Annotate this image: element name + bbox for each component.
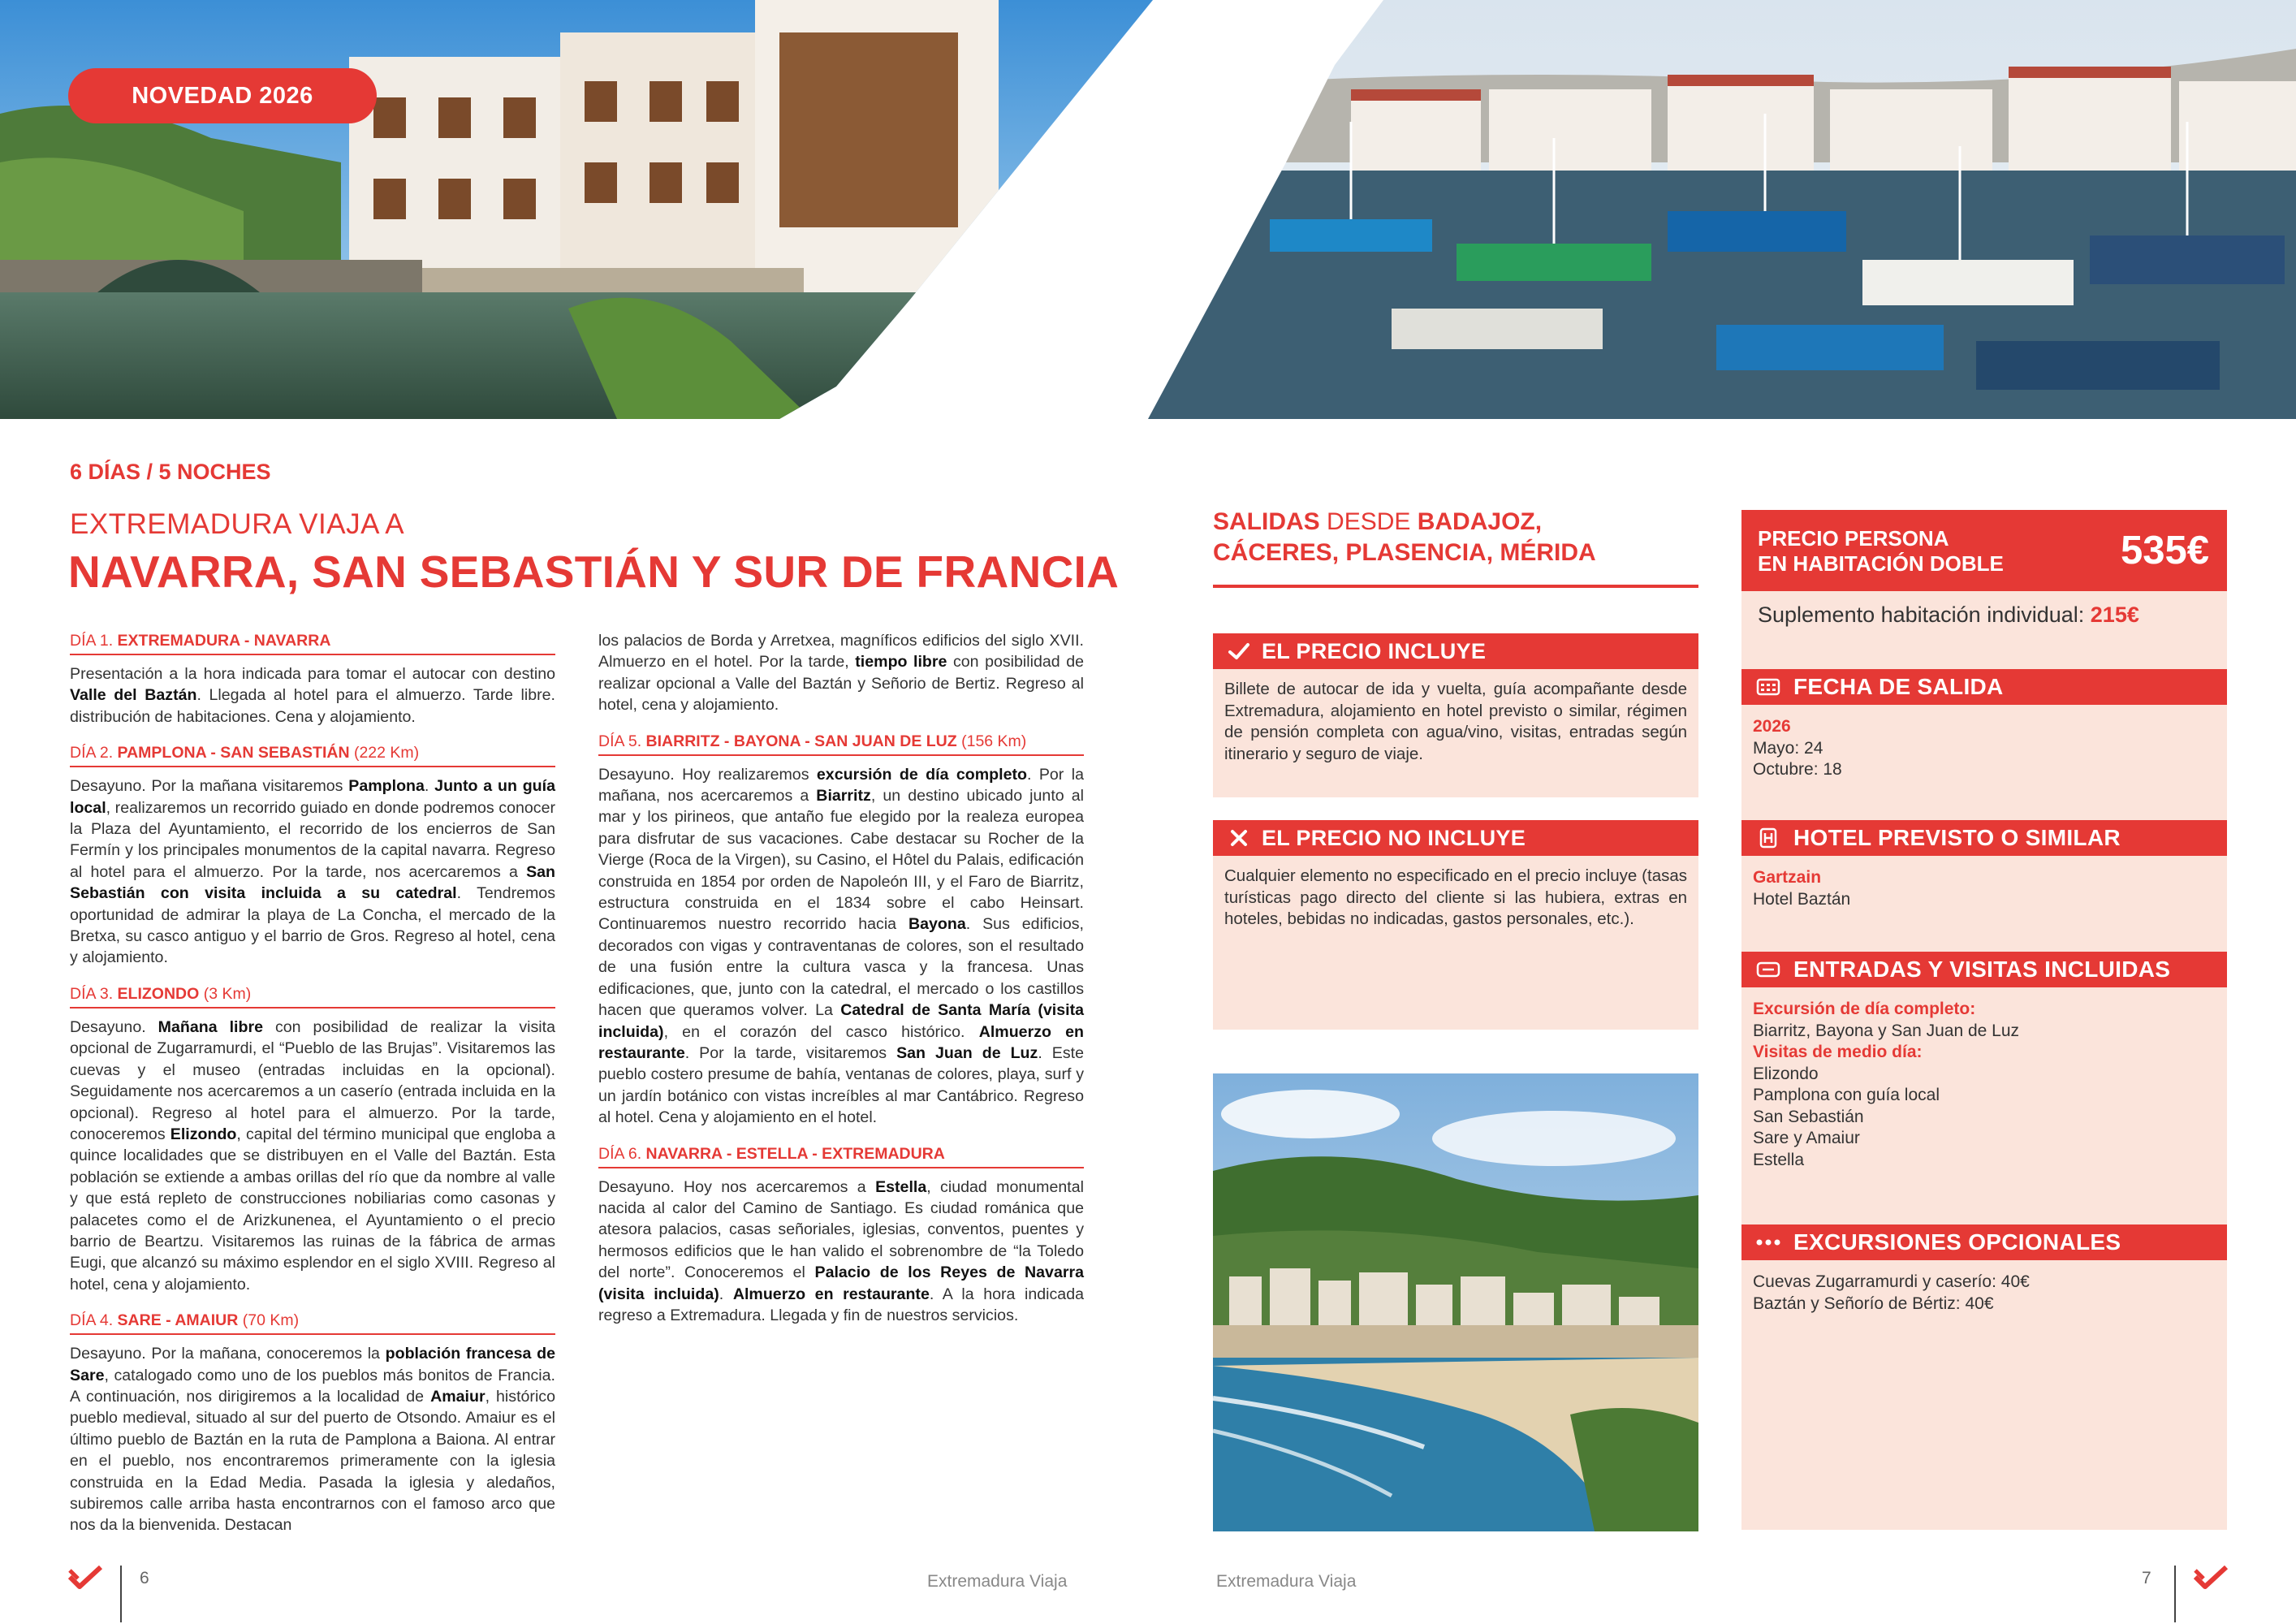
price-excludes-header xyxy=(1213,820,1698,856)
trip-subtitle: EXTREMADURA VIAJA A xyxy=(70,508,405,540)
single-supplement xyxy=(1758,603,2139,628)
day-heading xyxy=(70,1310,555,1335)
day-heading xyxy=(70,630,555,655)
ellipsis-icon xyxy=(1754,1238,1782,1246)
optional-excursions-body xyxy=(1741,1260,2227,1315)
optional-excursion-item: Baztán y Señorío de Bértiz: 40€ xyxy=(1753,1294,1994,1313)
day-route: NAVARRA - ESTELLA - EXTREMADURA xyxy=(645,1144,945,1163)
included-visits-header xyxy=(1741,952,2227,987)
day-heading xyxy=(598,1143,1084,1168)
itinerary-day-1 xyxy=(70,630,555,728)
day-number: DÍA 2. xyxy=(70,744,118,762)
calendar-icon xyxy=(1754,678,1782,696)
half-day-item: Sare y Amaiur xyxy=(1753,1129,1860,1147)
brand-check-icon-right xyxy=(2194,1566,2228,1594)
single-supplement-value: 215€ xyxy=(2090,603,2139,627)
departures-from: DESDE xyxy=(1319,508,1418,535)
price-excludes-text: Cualquier elemento no especificado en el precio incluye (tasas turísticas pago directo del cliente si las hubiera, extras en hoteles, bebidas no indicadas, gastos personales, etc.). xyxy=(1224,866,1687,928)
price-includes-box xyxy=(1213,633,1698,797)
departure-date-body xyxy=(1741,705,2227,781)
novedad-badge: NOVEDAD 2026 xyxy=(68,68,377,123)
itinerary-day-3 xyxy=(70,983,555,1295)
day-description: Desayuno. Hoy realizaremos excursión de día completo. Por la mañana, nos acercaremos a Biarritz, un destino ubicado junto al mar y los pirineos, que antaño fue elegido por la realeza europea para disfrutar de sus vacaciones. Cabe destacar su Rocher de la Vierge (Roca de la Virgen), su Casino, el Hôtel du Palais, edificación construida en 1854 por orden de Napoleón III, y el Faro de Biarritz, estructura construida en el 1834 sobre el cabo Heinsart. Continuaremos nuestro recorrido hacia Bayona. Sus edificios, decorados con vigas y contraventanas de colores, son el resultado de una fusión entre la cultura vasca y la francesa. Unas edificaciones, que, junto con la catedral, el mercado o los castillos hacen que queramos volver. La Catedral de Santa María (visita incluida), en el corazón del casco histórico. Almuerzo en restaurante. Por la tarde, visitaremos San Juan de Luz. Este pueblo costero presume de bahía, ventanas de colores, playa, surf y un jardín botánico con vistas increíbles al mar Cantábrico. Regreso al hotel. Cena y alojamiento en el hotel. xyxy=(598,765,1085,1127)
ticket-icon xyxy=(1754,961,1782,978)
included-visits-section xyxy=(1741,952,2227,1171)
photo-san-sebastian-beach xyxy=(1213,1073,1698,1531)
itinerary-day-2 xyxy=(70,742,555,969)
day-heading xyxy=(598,731,1084,756)
hotel-body xyxy=(1741,856,2227,910)
price-includes-title: EL PRECIO INCLUYE xyxy=(1262,638,1487,663)
day-description: Presentación a la hora indicada para tomar el autocar con destino Valle del Baztán. Llegada al hotel para el almuerzo. Tarde libre. distribución de habitaciones. Cena y alojamiento. xyxy=(70,665,555,726)
hotel-title: HOTEL PREVISTO O SIMILAR xyxy=(1793,825,2121,850)
included-visits-title: ENTRADAS Y VISITAS INCLUIDAS xyxy=(1793,957,2171,982)
brand-check-icon-left xyxy=(68,1566,102,1594)
departure-date-title: FECHA DE SALIDA xyxy=(1793,674,2004,699)
price-label-line-2: EN HABITACIÓN DOBLE xyxy=(1758,551,2004,576)
day-heading xyxy=(70,983,555,1009)
day-description: Desayuno. Por la mañana visitaremos Pamplona. Junto a un guía local, realizaremos un recorrido guiado en donde podremos conocer la Plaza del Ayuntamiento, el recorrido de los encierros de San Fermín y los principales monumentos de la capital navarra. Regreso al hotel para el almuerzo. Por la tarde, nos acercaremos a San Sebastián con visita incluida a su catedral. Tendremos oportunidad de admirar la playa de La Concha, el mercado de la Bretxa, su casco antiguo y el barrio de Gros. Regreso al hotel, cena y alojamiento. xyxy=(70,777,556,967)
itinerary-day-6 xyxy=(598,1143,1084,1327)
departure-year: 2026 xyxy=(1753,717,1791,736)
day-distance: (156 Km) xyxy=(956,732,1027,750)
itinerary-column-left xyxy=(70,630,555,1551)
day-route: EXTREMADURA - NAVARRA xyxy=(117,632,331,650)
departure-date-2: Octubre: 18 xyxy=(1753,760,1842,779)
half-day-item: San Sebastián xyxy=(1753,1107,1864,1126)
half-day-item: Pamplona con guía local xyxy=(1753,1086,1940,1104)
day-route: PAMPLONA - SAN SEBASTIÁN xyxy=(117,744,350,762)
price-label xyxy=(1758,526,2004,577)
itinerary-day-5 xyxy=(598,731,1084,1129)
included-visits-body xyxy=(1741,987,2227,1171)
price-header xyxy=(1741,510,2227,591)
cross-icon xyxy=(1224,828,1254,848)
day-description: Desayuno. Por la mañana, conoceremos la población francesa de Sare, catalogado como uno de los pueblos más bonitos de Francia. A continuación, nos dirigiremos a la localidad de Amaiur, histórico pueblo medieval, situado al sur del puerto de Otsondo. Amaiur es el último pueblo de Baztán en la ruta de Pamplona a Baiona. Al entrar en el pueblo, nos encontraremos primeramente con la iglesia construida en la Edad Media. Pasada la iglesia y aledaños, subiremos calle arriba hasta encontrarnos con el famoso arco que nos da la bienvenida. Destacan xyxy=(70,1345,555,1535)
optional-excursions-section xyxy=(1741,1224,2227,1315)
departure-date-1: Mayo: 24 xyxy=(1753,738,1823,758)
day-number: DÍA 1. xyxy=(70,632,118,650)
departures-label: SALIDAS xyxy=(1213,508,1320,535)
day-number: DÍA 5. xyxy=(598,732,646,750)
departures-city-1: BADAJOZ, xyxy=(1417,508,1543,535)
hotel-section xyxy=(1741,820,2227,910)
day-route: BIARRITZ - BAYONA - SAN JUAN DE LUZ xyxy=(645,732,957,750)
price-includes-text: Billete de autocar de ida y vuelta, guía acompañante desde Extremadura, alojamiento en hotel previsto o similar, régimen de pensión completa con agua/vino, visitas, entradas según itinerario y seguro de viaje. xyxy=(1224,680,1687,763)
day-4-continued-text: los palacios de Borda y Arretxea, magníficos edificios del siglo XVII. Almuerzo en el hotel. Por la tarde, tiempo libre con posibilidad de realizar opcional a Valle del Baztán y Señorio de Bertiz. Regreso al hotel, cena y alojamiento. xyxy=(598,632,1084,715)
trip-duration: 6 DÍAS / 5 NOCHES xyxy=(70,460,271,484)
day-description: Desayuno. Mañana libre con posibilidad de realizar la visita opcional de Zugarramurdi, el “Pueblo de las Brujas”. Visitaremos las cuevas y el museo (entradas incluidas en la opcional). Seguidamente nos acercaremos a un caserío (entrada incluida en la opcional). Regreso al hotel para el almuerzo. Por la tarde, conoceremos Elizondo, capital del término municipal que engloba a quince localidades que se distribuyen en el Valle del Baztán. Esta población se extiende a ambas orillas del río que da nombre al valle y que está repleto de construcciones nobiliarias como casonas y palacetes como el de Arizkunenea, el Ayuntamiento o el precio barrio de Beartzu. Visitaremos las ruinas de la fábrica de armas Eugi, que alcanzó su máximo esplendor en el siglo XVIII. Regreso al hotel, cena y alojamiento. xyxy=(70,1017,555,1294)
hotel-header xyxy=(1741,820,2227,856)
photo-harbour-boats xyxy=(1148,0,2296,419)
hotel-location: Gartzain xyxy=(1753,868,1822,887)
hotel-icon xyxy=(1754,827,1782,849)
departures-cities: CÁCERES, PLASENCIA, MÉRIDA xyxy=(1213,539,1596,566)
departures-divider xyxy=(1213,585,1698,588)
hotel-name: Hotel Baztán xyxy=(1753,889,1851,909)
single-supplement-label: Suplemento habitación individual: xyxy=(1758,603,2091,627)
price-value: 535€ xyxy=(2120,529,2209,572)
day-heading xyxy=(70,742,555,767)
photo-elizondo-river xyxy=(0,0,1153,419)
footer-divider-right xyxy=(2174,1566,2176,1622)
departures-heading xyxy=(1213,507,1697,568)
footer-brand-right: Extremadura Viaja xyxy=(1216,1572,1357,1591)
page-number-right: 7 xyxy=(2142,1569,2151,1587)
half-day-item: Elizondo xyxy=(1753,1064,1819,1083)
price-label-line-1: PRECIO PERSONA xyxy=(1758,526,1949,551)
optional-excursion-item: Cuevas Zugarramurdi y caserío: 40€ xyxy=(1753,1272,2030,1291)
day-4-continuation xyxy=(598,630,1084,716)
optional-excursions-header xyxy=(1741,1224,2227,1260)
day-number: DÍA 6. xyxy=(598,1144,646,1163)
departure-date-section xyxy=(1741,669,2227,781)
full-day-label: Excursión de día completo: xyxy=(1753,1000,1976,1018)
price-includes-header xyxy=(1213,633,1698,669)
trip-title: NAVARRA, SAN SEBASTIÁN Y SUR DE FRANCIA xyxy=(68,546,1120,597)
half-day-label: Visitas de medio día: xyxy=(1753,1043,1923,1061)
optional-excursions-title: EXCURSIONES OPCIONALES xyxy=(1793,1229,2121,1255)
day-distance: (70 Km) xyxy=(238,1311,300,1330)
footer-brand-left: Extremadura Viaja xyxy=(927,1572,1068,1591)
price-excludes-title: EL PRECIO NO INCLUYE xyxy=(1262,825,1526,850)
itinerary-column-right xyxy=(598,630,1084,1341)
day-description: Desayuno. Hoy nos acercaremos a Estella, ciudad monumental nacida al calor del Camino de Santiago. Es ciudad románica que atesora palacios, casas señoriales, iglesias, conventos, puentes y hermosos edificios que le han valido el sobrenombre de “la Toledo del norte”. Conoceremos el Palacio de los Reyes de Navarra (visita incluida). Almuerzo en restaurante. A la hora indicada regreso a Extremadura. Llegada y fin de nuestros servicios. xyxy=(598,1177,1084,1324)
day-distance: (222 Km) xyxy=(349,744,420,762)
day-route: ELIZONDO xyxy=(117,984,200,1003)
day-distance: (3 Km) xyxy=(199,984,252,1003)
price-excludes-box xyxy=(1213,820,1698,1030)
page-number-left: 6 xyxy=(140,1569,149,1587)
day-route: SARE - AMAIUR xyxy=(117,1311,239,1330)
full-day-text: Biarritz, Bayona y San Juan de Luz xyxy=(1753,1021,2020,1040)
half-day-item: Estella xyxy=(1753,1150,1805,1169)
info-panel xyxy=(1741,510,2227,1530)
day-number: DÍA 3. xyxy=(70,984,118,1003)
day-number: DÍA 4. xyxy=(70,1311,118,1330)
checkmark-icon xyxy=(1224,641,1254,661)
departure-date-header xyxy=(1741,669,2227,705)
itinerary-day-4 xyxy=(70,1310,555,1536)
footer-divider-left xyxy=(120,1566,122,1622)
